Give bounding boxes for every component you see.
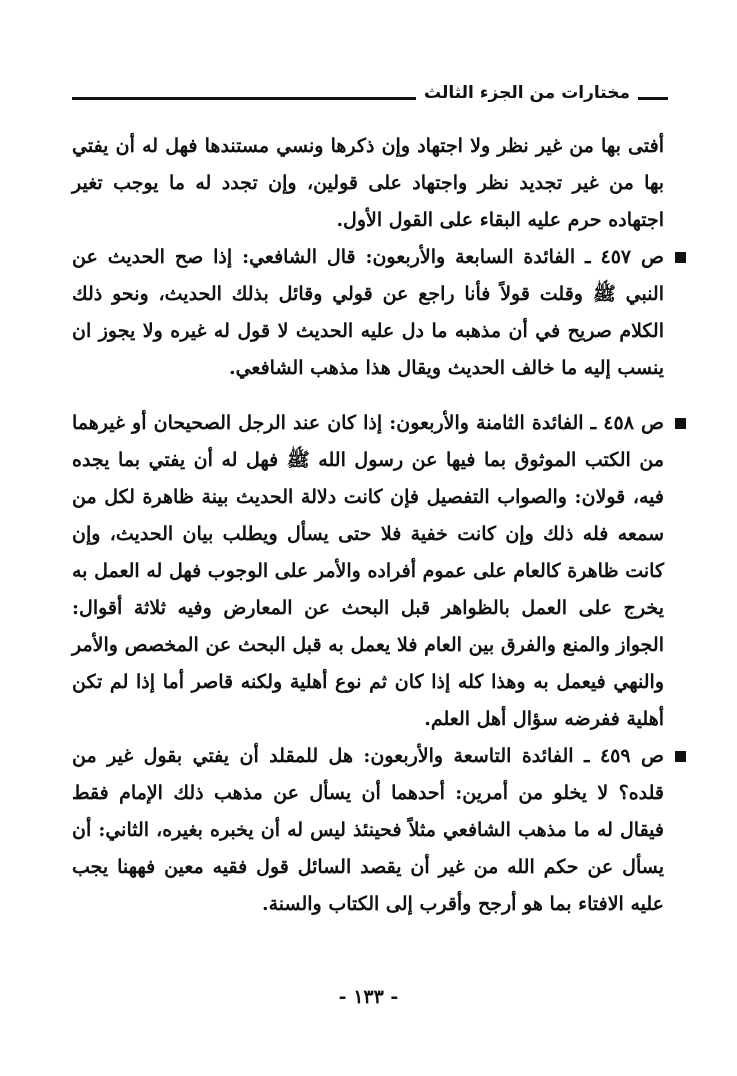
intro-paragraph: أفتى بها من غير نظر ولا اجتهاد وإن ذكرها ونسي مستندها فهل له أن يفتي بها من غير تجديد نظر واجتهاد على قولين، وإن تجدد له ما يوجب تغير اجتهاده حرم عليه البقاء على القول الأول.	[72, 135, 664, 231]
page-number: - ١٣٣ -	[338, 986, 399, 1008]
square-bullet-icon	[675, 751, 686, 762]
square-bullet-icon	[675, 418, 686, 429]
header-title: مختارات من الجزء الثالث	[423, 83, 630, 103]
entry-text: ص ٤٥٨ ـ الفائدة الثامنة والأربعون: إذا كان عند الرجل الصحيحان أو غيرهما من الكتب الموثوق بما فيها عن رسول الله ﷺ فهل له أن يفتي بما يجده فيه، قولان: والصواب التفصيل فإن كانت دلالة الحديث بينة ظاهرة لكل من سمعه فله ذلك وإن كانت خفية فلا حتى يسأل ويطلب بيان الحديث، وإن كانت ظاهرة كالعام على عموم أفراده والأمر على الوجوب فهل له العمل به يخرج على العمل بالظواهر قبل البحث عن المعارض وفيه ثلاثة أقوال: الجواز والمنع والفرق بين العام فلا يعمل به قبل البحث عن المخصص والأمر والنهي فيعمل به وهذا كله إذا كان ثم نوع أهلية ولكنه قاصر أما إذا لم تكن أهلية ففرضه سؤال أهل العلم.	[72, 412, 664, 730]
section-gap	[72, 387, 664, 405]
entry-457	[72, 239, 664, 387]
body-text	[72, 128, 664, 923]
running-header	[72, 78, 668, 108]
entry-text: ص ٤٥٩ ـ الفائدة التاسعة والأربعون: هل للمقلد أن يفتي بقول غير من قلده؟ لا يخلو من أمرين: أحدهما أن يسأل عن مذهب ذلك الإمام فقط فيقال له ما مذهب الشافعي مثلاً فحينئذ ليس له أن يخبره بغيره، الثاني: أن يسأل عن حكم الله من غير أن يقصد السائل قول فقيه معين فههنا يجب عليه الافتاء بما هو أرجح وأقرب إلى الكتاب والسنة.	[72, 745, 664, 915]
entry-459	[72, 738, 664, 923]
header-rule-short	[638, 97, 668, 100]
header-rule-long	[72, 97, 416, 100]
entry-458	[72, 405, 664, 738]
entry-text: ص ٤٥٧ ـ الفائدة السابعة والأربعون: قال الشافعي: إذا صح الحديث عن النبي ﷺ وقلت قولاً فأنا راجع عن قولي وقائل بذلك الحديث، ونحو ذلك الكلام صريح في أن مذهبه ما دل عليه الحديث لا قول له غيره ولا يجوز ان ينسب إليه ما خالف الحديث ويقال هذا مذهب الشافعي.	[72, 246, 664, 379]
square-bullet-icon	[675, 252, 686, 263]
